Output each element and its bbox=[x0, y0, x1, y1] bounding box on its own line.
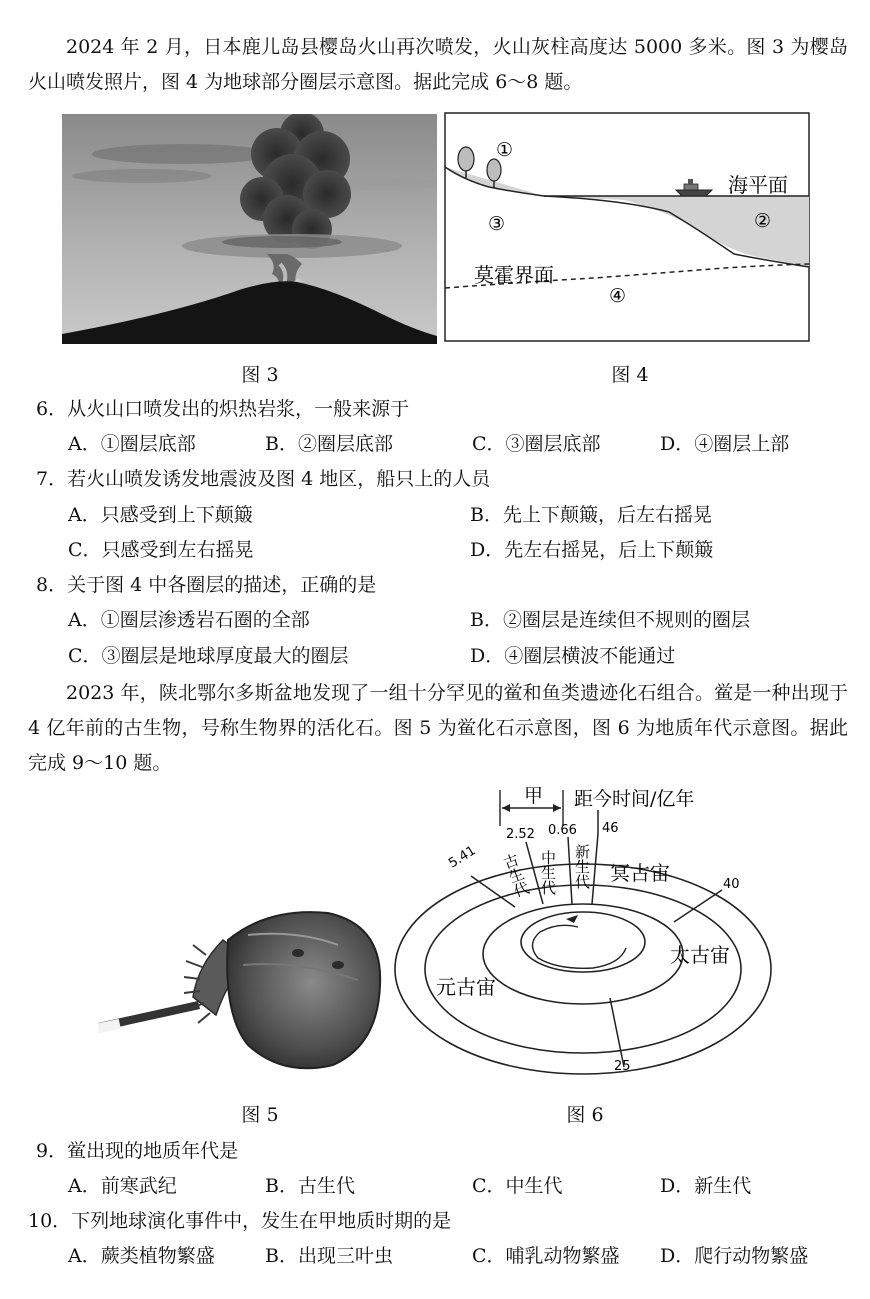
mark-3: ③ bbox=[488, 213, 506, 235]
question-6-option-c: C．③圈层底部 bbox=[472, 433, 601, 455]
geologic-time-svg bbox=[388, 782, 778, 1082]
moho-label: 莫霍界面 bbox=[474, 263, 554, 287]
mark-4: ④ bbox=[609, 285, 627, 307]
era-cenozoic: 新生代 bbox=[573, 844, 591, 889]
time-unit-label: 距今时间/亿年 bbox=[574, 788, 695, 810]
tick-2-52: 2.52 bbox=[506, 827, 535, 842]
question-7-option-a: A．只感受到上下颠簸 bbox=[68, 504, 253, 526]
question-7-stem: 7．若火山喷发诱发地震波及图 4 地区，船只上的人员 bbox=[36, 468, 491, 490]
eon-archean: 太古宙 bbox=[670, 943, 730, 967]
mark-2: ② bbox=[754, 210, 772, 232]
question-8-option-b: B．②圈层是连续但不规则的圈层 bbox=[470, 609, 750, 631]
figure-6-geologic-time-diagram bbox=[388, 782, 778, 1082]
question-10-option-b: B．出现三叶虫 bbox=[265, 1245, 393, 1267]
sea-level-label: 海平面 bbox=[728, 173, 788, 197]
eon-hadean: 冥古宙 bbox=[610, 861, 670, 885]
tick-5-41: 5.41 bbox=[446, 843, 479, 872]
figure-3-volcano-photo bbox=[62, 114, 437, 344]
question-6-option-b: B．②圈层底部 bbox=[265, 433, 393, 455]
question-10-option-d: D．爬行动物繁盛 bbox=[660, 1245, 809, 1267]
figure-5-horseshoe-crab bbox=[98, 905, 388, 1075]
question-9-option-a: A．前寒武纪 bbox=[68, 1175, 177, 1197]
figure-3-caption: 图 3 bbox=[241, 364, 279, 386]
figure-6-caption: 图 6 bbox=[566, 1104, 604, 1126]
question-8-option-a: A．①圈层渗透岩石圈的全部 bbox=[68, 609, 310, 631]
volcano-eruption-image bbox=[62, 114, 437, 344]
question-6-option-a: A．①圈层底部 bbox=[68, 433, 196, 455]
figure-4-earth-layers-diagram bbox=[444, 112, 810, 342]
mark-1: ① bbox=[496, 139, 514, 161]
question-8-option-d: D．④圈层横波不能通过 bbox=[470, 645, 676, 667]
question-9-option-b: B．古生代 bbox=[265, 1175, 355, 1197]
era-mesozoic: 中生代 bbox=[539, 850, 557, 895]
question-7-option-d: D．先左右摇晃，后上下颠簸 bbox=[470, 539, 714, 561]
question-7-option-b: B．先上下颠簸，后左右摇晃 bbox=[470, 504, 712, 526]
question-9-option-c: C．中生代 bbox=[472, 1175, 563, 1197]
question-7-option-c: C．只感受到左右摇晃 bbox=[68, 539, 254, 561]
figure-4-caption: 图 4 bbox=[611, 364, 649, 386]
question-10-option-c: C．哺乳动物繁盛 bbox=[472, 1245, 620, 1267]
question-10-option-a: A．蕨类植物繁盛 bbox=[68, 1245, 215, 1267]
question-9-option-d: D．新生代 bbox=[660, 1175, 752, 1197]
horseshoe-crab-image bbox=[98, 905, 388, 1075]
tick-0-66: 0.66 bbox=[548, 823, 577, 838]
intro-paragraph-1: 2024 年 2 月，日本鹿儿岛县樱岛火山再次喷发，火山灰柱高度达 5000 多米。图 3 为樱岛火山喷发照片，图 4 为地球部分圈层示意图。据此完成 6～8 题。 bbox=[28, 36, 848, 93]
question-8-option-c: C．③圈层是地球厚度最大的圈层 bbox=[68, 645, 349, 667]
question-6-stem: 6．从火山口喷发出的炽热岩浆，一般来源于 bbox=[36, 398, 410, 420]
earth-layers-svg bbox=[444, 112, 810, 342]
tick-25: 25 bbox=[614, 1059, 631, 1074]
jia-label: 甲 bbox=[524, 785, 544, 807]
question-6-option-d: D．④圈层上部 bbox=[660, 433, 790, 455]
tick-46: 46 bbox=[602, 821, 619, 836]
intro-paragraph-2: 2023 年，陕北鄂尔多斯盆地发现了一组十分罕见的鲎和鱼类遗迹化石组合。鲎是一种出现于 4 亿年前的古生物，号称生物界的活化石。图 5 为鲎化石示意图，图 6 为地质年代示意图。据此完成 9～10 题。 bbox=[28, 682, 848, 774]
question-9-stem: 9．鲎出现的地质年代是 bbox=[36, 1140, 239, 1162]
question-10-stem: 10．下列地球演化事件中，发生在甲地质时期的是 bbox=[28, 1210, 452, 1232]
question-8-stem: 8．关于图 4 中各圈层的描述，正确的是 bbox=[36, 574, 377, 596]
tick-40: 40 bbox=[723, 877, 740, 892]
era-paleozoic: 古生代 bbox=[499, 850, 532, 900]
eon-proterozoic: 元古宙 bbox=[436, 975, 496, 999]
figure-5-caption: 图 5 bbox=[241, 1104, 279, 1126]
